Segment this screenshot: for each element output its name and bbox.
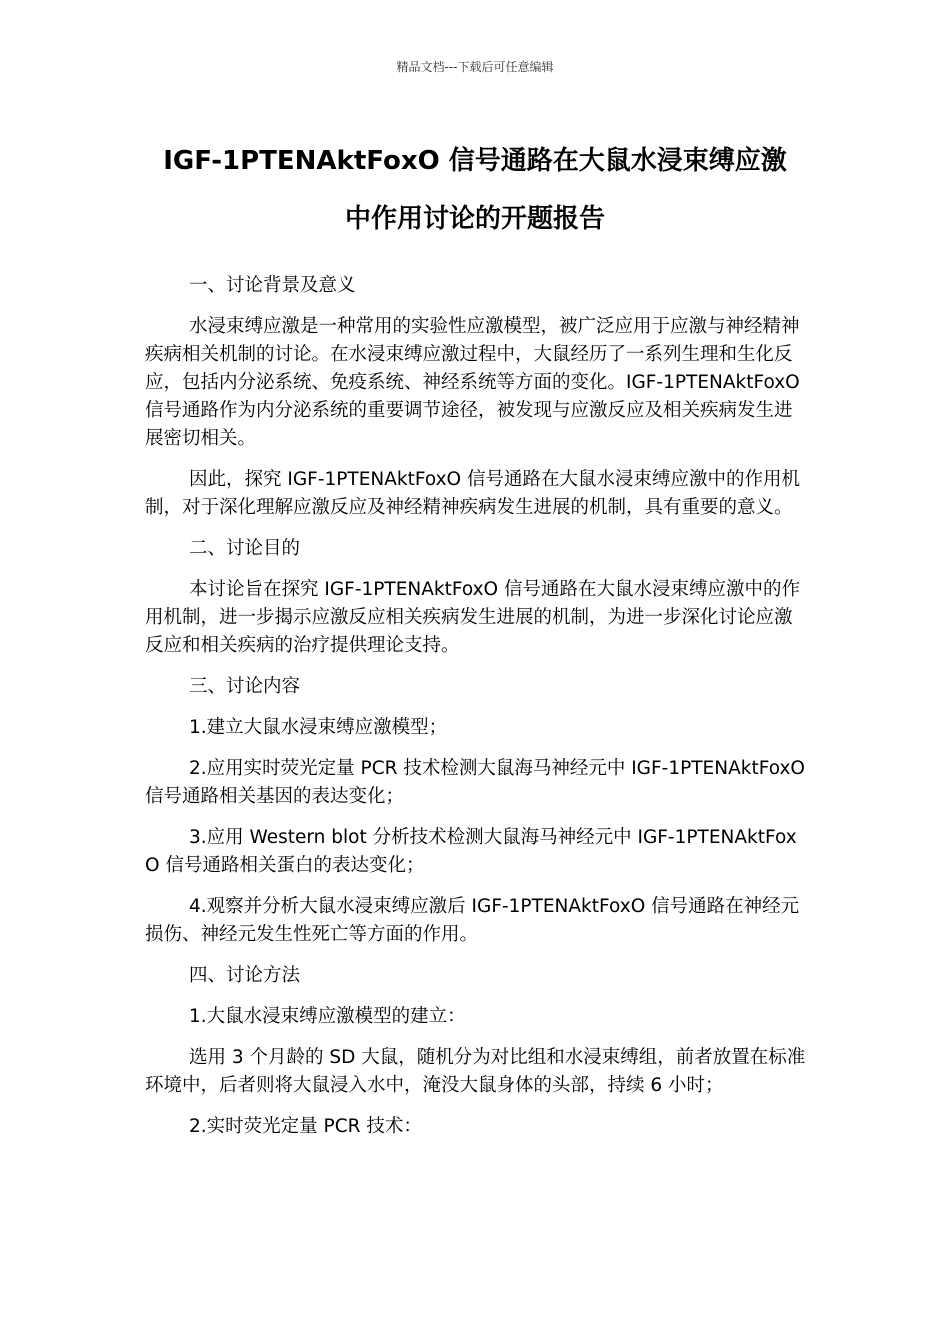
list-item-method-2: 2.实时荧光定量 PCR 技术： [189,1116,422,1137]
section-heading-purpose: 二、讨论目的 [189,538,301,559]
list-item-content-1: 1.建立大鼠水浸束缚应激模型； [189,717,448,738]
header-note: 精品文档---下载后可任意编辑 [396,60,554,74]
section-heading-content: 三、讨论内容 [189,676,301,697]
list-item-content-2: 2.应用实时荧光定量 PCR 技术检测大鼠海马神经元中 IGF-1PTENAktFoxO 信号通路相关基因的表达变化； [145,758,805,807]
document-title-line-1: IGF-1PTENAktFoxO 信号通路在大鼠水浸束缚应激 [163,146,787,176]
section-heading-background: 一、讨论背景及意义 [189,275,356,296]
paragraph-background: 水浸束缚应激是一种常用的实验性应激模型，被广泛应用于应激与神经精神疾病相关机制的讨论。在水浸束缚应激过程中，大鼠经历了一系列生理和生化反应，包括内分泌系统、免疫系统、神经系统等方面的变化。IGF-1PTENAktFoxO 信号通路作为内分泌系统的重要调节途径，被发现与应激反应及相关疾病发生进展密切相关。 [145,316,800,449]
document-body [145,272,810,1154]
section-heading-methods: 四、讨论方法 [189,965,301,986]
list-item-content-4: 4.观察并分析大鼠水浸束缚应激后 IGF-1PTENAktFoxO 信号通路在神经元损伤、神经元发生性死亡等方面的作用。 [145,896,800,945]
list-item-method-1: 1.大鼠水浸束缚应激模型的建立： [189,1006,466,1027]
list-item-content-3: 3.应用 Western blot 分析技术检测大鼠海马神经元中 IGF-1PTENAktFoxO 信号通路相关蛋白的表达变化； [145,827,797,876]
paragraph-purpose: 本讨论旨在探究 IGF-1PTENAktFoxO 信号通路在大鼠水浸束缚应激中的作用机制，进一步揭示应激反应相关疾病发生进展的机制，为进一步深化讨论应激反应和相关疾病的治疗提供理论支持。 [145,579,800,656]
paragraph-method-1-detail: 选用 3 个月龄的 SD 大鼠，随机分为对比组和水浸束缚组，前者放置在标准环境中，后者则将大鼠浸入水中，淹没大鼠身体的头部，持续 6 小时； [145,1047,806,1096]
paragraph-significance: 因此，探究 IGF-1PTENAktFoxO 信号通路在大鼠水浸束缚应激中的作用机制，对于深化理解应激反应及神经精神疾病发生进展的机制，具有重要的意义。 [145,469,800,518]
document-title-line-2: 中作用讨论的开题报告 [344,204,605,234]
